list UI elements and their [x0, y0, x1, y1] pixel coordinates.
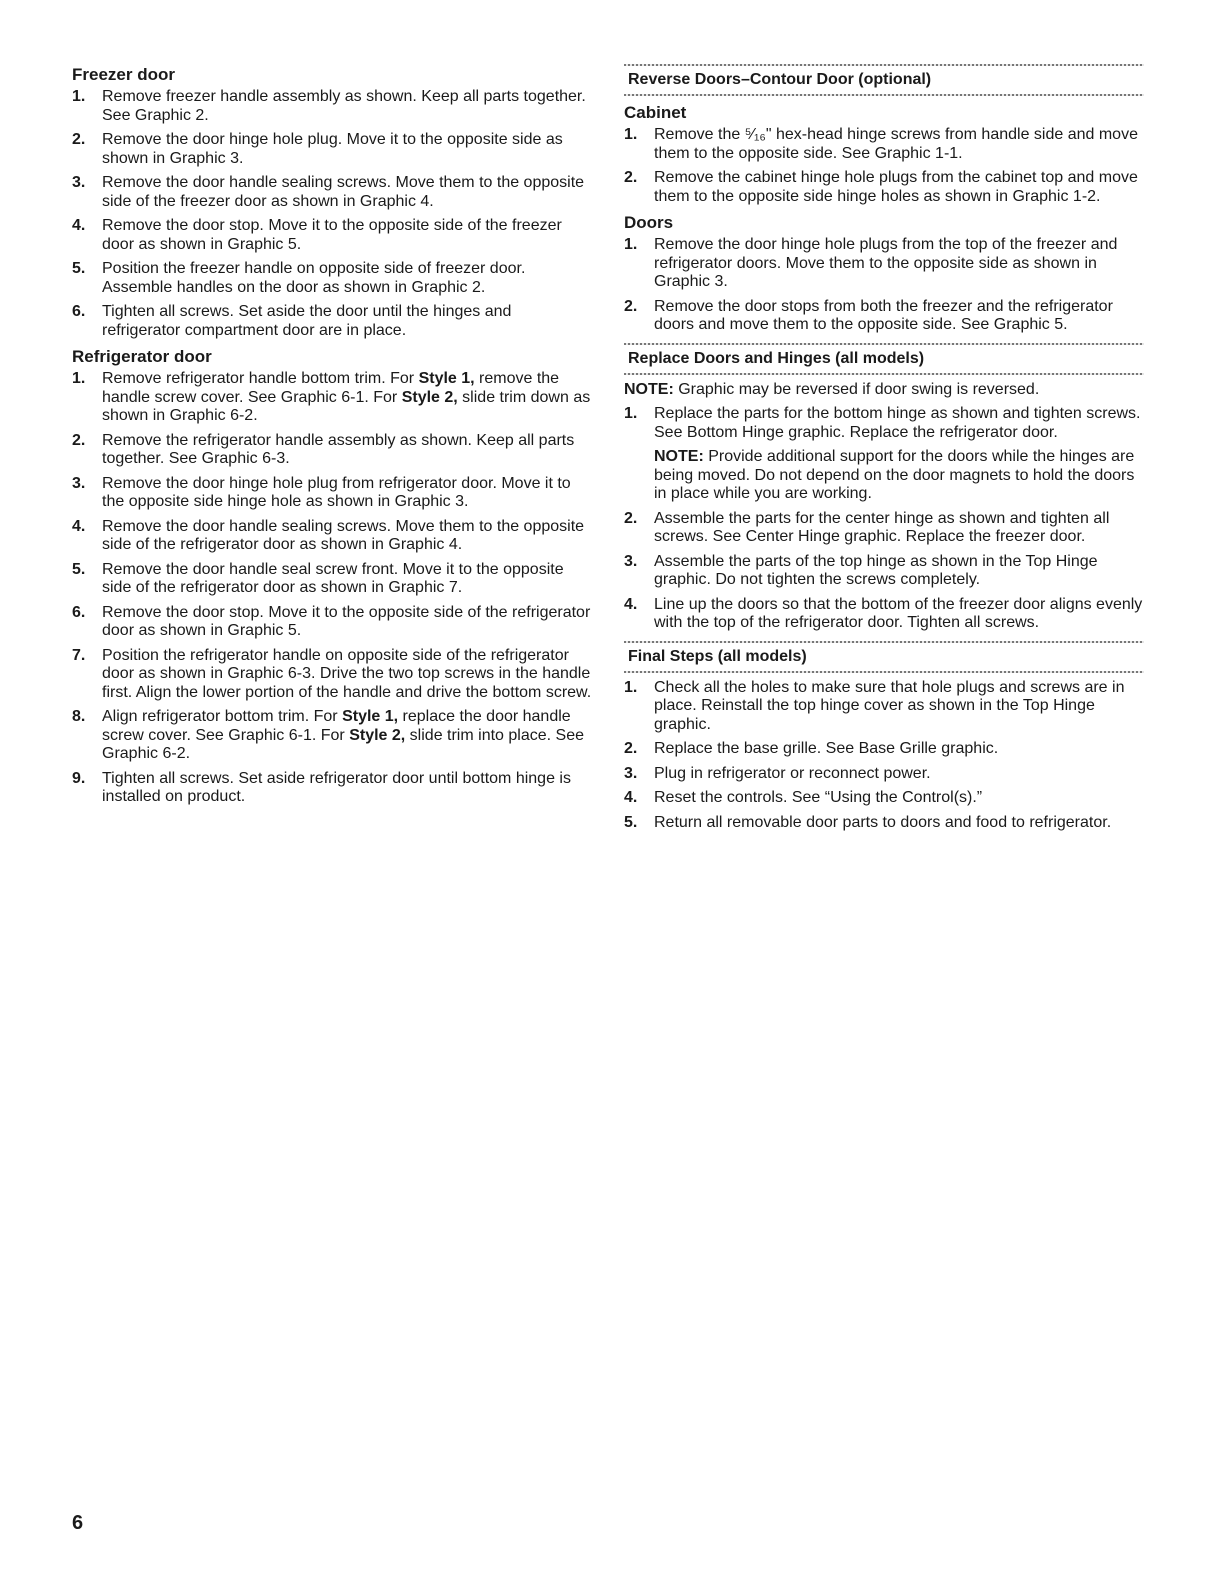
list-item: 5. Return all removable door parts to doors and food to refrigerator.: [624, 813, 1112, 831]
final-steps-section: [624, 641, 1144, 673]
refrigerator-door-steps: [72, 370, 592, 807]
list-item: 3. Remove the door handle sealing screws. Move them to the opposite side of the freezer door as shown in Graphic 4.: [72, 174, 585, 210]
list-item: 2. Remove the door stops from both the freezer and the refrigerator doors and move them to the opposite side. See Graphic 5.: [624, 297, 1113, 333]
list-item: 4. Reset the controls. See “Using the Control(s).”: [624, 789, 983, 806]
replace-doors-steps: [624, 405, 1144, 633]
list-item: 5. Remove the door handle seal screw front. Move it to the opposite side of the refrigerator door as shown in Graphic 7.: [72, 560, 564, 596]
list-item: 1. Remove the ⁵⁄₁₆" hex-head hinge screws from handle side and move them to the opposite side. See Graphic 1-1.: [624, 126, 1138, 162]
support-note: NOTE: Provide additional support for the doors while the hinges are being moved. Do not depend on the door magnets to hold the doors in place while you are working.: [654, 448, 1135, 502]
final-steps-list: [624, 679, 1144, 833]
divider: [624, 373, 1144, 375]
list-item: 5. Position the freezer handle on opposite side of freezer door. Assemble handles on the door as shown in Graphic 2.: [72, 260, 526, 296]
list-item: 2. Remove the cabinet hinge hole plugs from the cabinet top and move them to the opposite side hinge holes as shown in Graphic 1-2.: [624, 169, 1138, 205]
list-item: 1. Remove the door hinge hole plugs from the top of the freezer and refrigerator doors. Move them to the opposite side as shown in Graphic 3.: [624, 236, 1118, 290]
final-steps-banner: Final Steps (all models): [628, 647, 807, 665]
freezer-door-heading: Freezer door: [72, 65, 175, 84]
left-column: [72, 64, 592, 813]
doors-heading: Doors: [624, 213, 674, 232]
list-item: 3. Remove the door hinge hole plug from refrigerator door. Move it to the opposite side hinge hole as shown in Graphic 3.: [72, 474, 571, 510]
list-item: 6. Remove the door stop. Move it to the opposite side of the refrigerator door as shown in Graphic 5.: [72, 603, 591, 639]
list-item: 2. Replace the base grille. See Base Grille graphic.: [624, 740, 999, 757]
list-item: 1. Remove freezer handle assembly as shown. Keep all parts together. See Graphic 2.: [72, 88, 586, 124]
replace-doors-note: NOTE: Graphic may be reversed if door swing is reversed.: [624, 380, 1040, 398]
refrigerator-door-heading: Refrigerator door: [72, 347, 212, 366]
list-item: 4. Line up the doors so that the bottom of the freezer door aligns evenly with the top of the refrigerator door. Tighten all screws.: [624, 595, 1143, 631]
list-item: 2. Remove the refrigerator handle assembly as shown. Keep all parts together. See Graphic 6-3.: [72, 431, 575, 467]
list-item: 1. Remove refrigerator handle bottom trim. For Style 1, remove the handle screw cover. See Graphic 6-1. For Style 2, slide trim down as shown in Graphic 6-2.: [72, 370, 591, 424]
reverse-doors-banner: Reverse Doors–Contour Door (optional): [628, 71, 932, 88]
cabinet-steps: [624, 126, 1144, 206]
replace-doors-section: [624, 343, 1144, 375]
list-item: 1. Replace the parts for the bottom hinge as shown and tighten screws. See Bottom Hinge graphic. Replace the refrigerator door. NOTE: Provide additional support for the doors while the hinges are being moved. Do not depend on the door magnets to hold the doors in place while you are working.: [624, 405, 1144, 504]
reverse-doors-section: [624, 64, 1144, 96]
page-number: 6: [72, 1512, 84, 1534]
list-item: 3. Plug in refrigerator or reconnect power.: [624, 764, 931, 782]
list-item: 9. Tighten all screws. Set aside refrigerator door until bottom hinge is installed on product.: [72, 769, 571, 805]
list-item: 1. Check all the holes to make sure that hole plugs and screws are in place. Reinstall the top hinge cover as shown in the Top Hinge graphic.: [624, 678, 1125, 733]
divider: [624, 94, 1144, 96]
right-column: [624, 64, 1144, 838]
list-item: 4. Remove the door handle sealing screws. Move them to the opposite side of the refrigerator door as shown in Graphic 4.: [72, 517, 585, 553]
replace-doors-banner: Replace Doors and Hinges (all models): [628, 349, 925, 367]
freezer-door-steps: [72, 88, 592, 340]
list-item: 7. Position the refrigerator handle on opposite side of the refrigerator door as shown in Graphic 6-3. Drive the two top screws in the handle first. Align the lower portion of the handle and drive the bottom screw.: [72, 646, 592, 701]
doors-steps: [624, 236, 1144, 335]
divider: [624, 671, 1144, 673]
list-item: 4. Remove the door stop. Move it to the opposite side of the freezer door as shown in Graphic 5.: [72, 217, 562, 253]
list-item: 2. Remove the door hinge hole plug. Move it to the opposite side as shown in Graphic 3.: [72, 131, 563, 167]
list-item: 6. Tighten all screws. Set aside the door until the hinges and refrigerator compartment door are in place.: [72, 303, 512, 339]
list-item: 3. Assemble the parts of the top hinge as shown in the Top Hinge graphic. Do not tighten the screws completely.: [624, 552, 1098, 588]
list-item: 8. Align refrigerator bottom trim. For Style 1, replace the door handle screw cover. See Graphic 6-1. For Style 2, slide trim into place. See Graphic 6-2.: [72, 708, 584, 762]
cabinet-heading: Cabinet: [624, 103, 687, 122]
list-item: 2. Assemble the parts for the center hinge as shown and tighten all screws. See Center Hinge graphic. Replace the freezer door.: [624, 509, 1110, 545]
